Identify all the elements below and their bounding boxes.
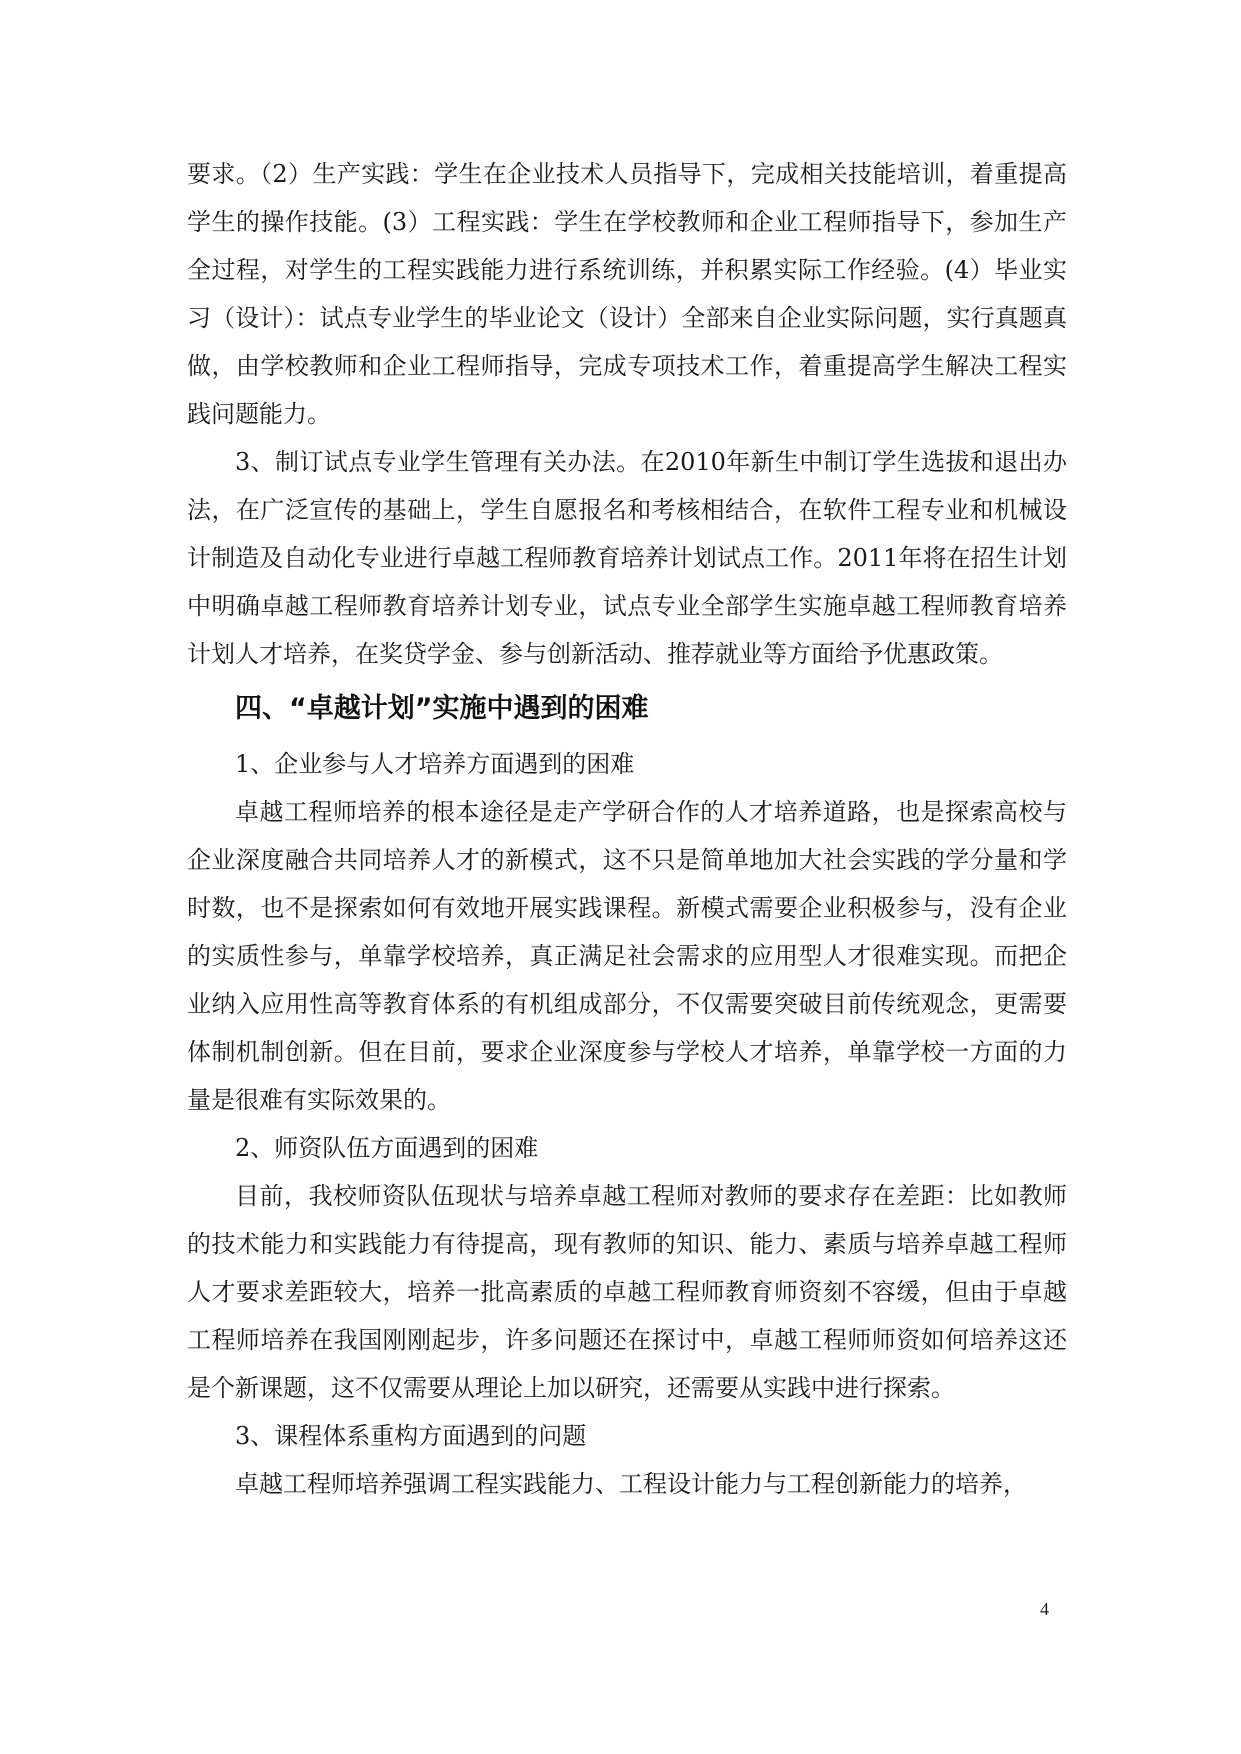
paragraph-faculty: 目前，我校师资队伍现状与培养卓越工程师对教师的要求存在差距：比如教师的技术能力和实践能力有待提高，现有教师的知识、能力、素质与培养卓越工程师人才要求差距较大，培养一批高素质的卓越工程师教育师资刻不容缓，但由于卓越工程师培养在我国刚刚起步，许多问题还在探讨中，卓越工程师师资如何培养这还是个新课题，这不仅需要从理论上加以研究，还需要从实践中进行探索。	[187, 1182, 1067, 1402]
subsection-title-faculty: 2、师资队伍方面遇到的困难	[235, 1134, 539, 1162]
page-content	[187, 150, 1067, 1508]
section-heading: 四、“卓越计划”实施中遇到的困难	[235, 693, 649, 724]
subsection-title-enterprise: 1、企业参与人才培养方面遇到的困难	[235, 750, 635, 778]
paragraph-practice-details: 要求。（2）生产实践：学生在企业技术人员指导下，完成相关技能培训，着重提高学生的操作技能。(3）工程实践：学生在学校教师和企业工程师指导下，参加生产全过程，对学生的工程实践能力进行系统训练，并积累实际工作经验。(4）毕业实习（设计）：试点专业学生的毕业论文（设计）全部来自企业实际问题，实行真题真做，由学校教师和企业工程师指导，完成专项技术工作，着重提高学生解决工程实践问题能力。	[187, 160, 1067, 428]
subsection-title-curriculum: 3、课程体系重构方面遇到的问题	[235, 1422, 587, 1450]
paragraph-student-management: 3、制订试点专业学生管理有关办法。在2010年新生中制订学生选拔和退出办法，在广泛宣传的基础上，学生自愿报名和考核相结合，在软件工程专业和机械设计制造及自动化专业进行卓越工程师教育培养计划试点工作。2011年将在招生计划中明确卓越工程师教育培养计划专业，试点专业全部学生实施卓越工程师教育培养计划人才培养，在奖贷学金、参与创新活动、推荐就业等方面给予优惠政策。	[187, 448, 1067, 668]
paragraph-curriculum: 卓越工程师培养强调工程实践能力、工程设计能力与工程创新能力的培养，	[235, 1470, 1027, 1498]
paragraph-enterprise: 卓越工程师培养的根本途径是走产学研合作的人才培养道路，也是探索高校与企业深度融合共同培养人才的新模式，这不只是简单地加大社会实践的学分量和学时数，也不是探索如何有效地开展实践课程。新模式需要企业积极参与，没有企业的实质性参与，单靠学校培养，真正满足社会需求的应用型人才很难实现。而把企业纳入应用性高等教育体系的有机组成部分，不仅需要突破目前传统观念，更需要体制机制创新。但在目前，要求企业深度参与学校人才培养，单靠学校一方面的力量是很难有实际效果的。	[187, 798, 1067, 1114]
page-number: 4	[1040, 1599, 1049, 1619]
